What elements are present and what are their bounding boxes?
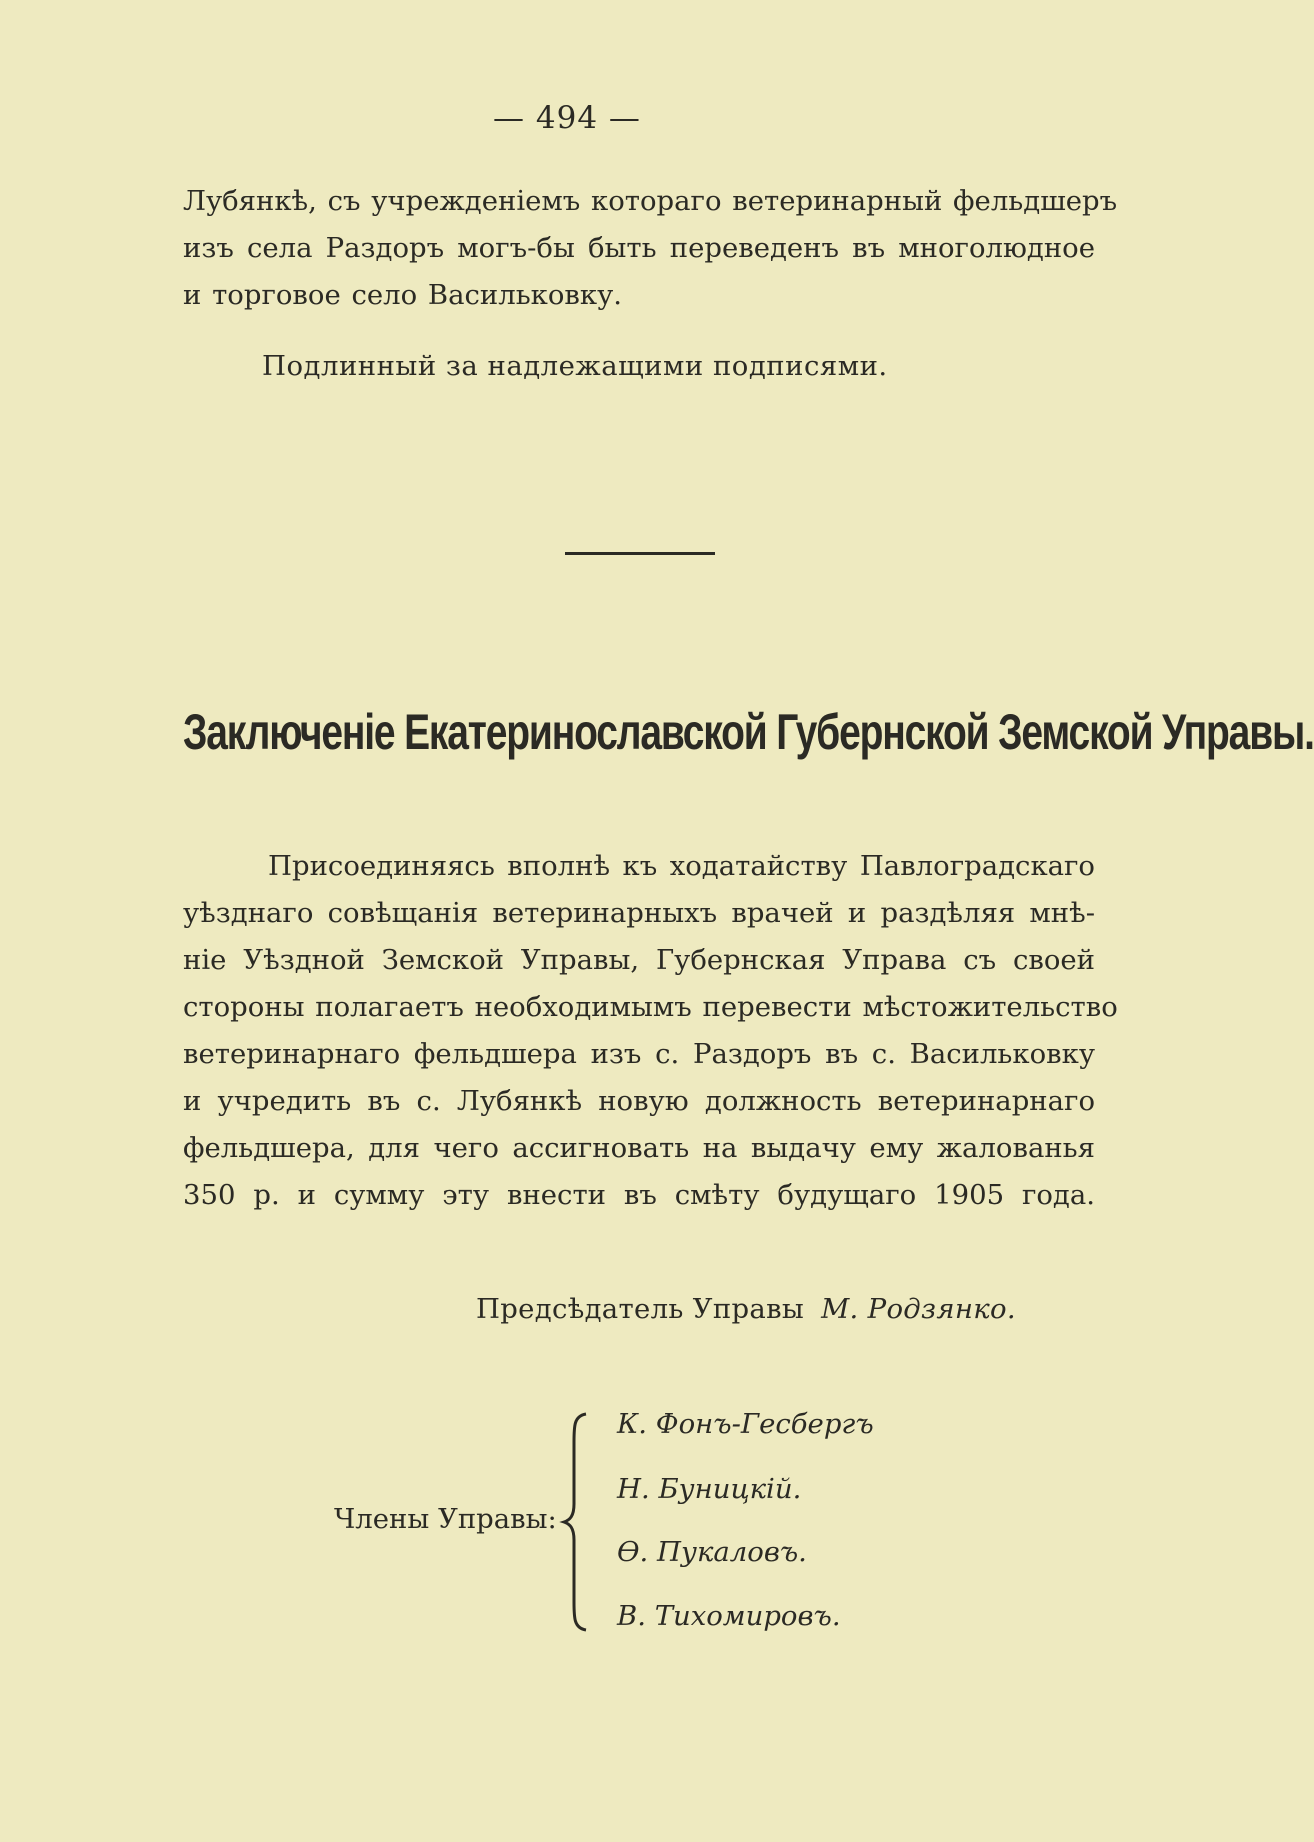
members-label: Члены Управы: <box>334 1503 557 1535</box>
original-signature-note: Подлинный за надлежащими подписями. <box>262 350 888 382</box>
paragraph-conclusion <box>183 843 1118 1219</box>
paragraph-line: 350 р. и сумму эту внести въ смѣту будущаго 1905 года. <box>183 1179 1095 1211</box>
member-name: Н. Буницкій. <box>617 1473 802 1505</box>
paragraph-line: изъ села Раздоръ могъ-бы быть переведенъ въ многолюдное <box>183 232 1095 264</box>
paragraph-line: Лубянкѣ, съ учрежденіемъ котораго ветеринарный фельдшеръ <box>183 185 1118 217</box>
section-divider <box>565 552 715 555</box>
paragraph-line: уѣзднаго совѣщанія ветеринарныхъ врачей и раздѣляя мнѣ- <box>183 897 1095 929</box>
page-number: — 494 — <box>493 100 641 136</box>
member-name: В. Тихомировъ. <box>617 1600 841 1632</box>
paragraph-line: ветеринарнаго фельдшера изъ с. Раздоръ въ с. Васильковку <box>183 1038 1095 1070</box>
paragraph-line: Присоединяясь вполнѣ къ ходатайству Павлоградскаго <box>268 850 1095 882</box>
member-name: Ѳ. Пукаловъ. <box>617 1536 807 1568</box>
paragraph-line: и торговое село Васильковку. <box>183 279 623 311</box>
paragraph-line: стороны полагаетъ необходимымъ перевести мѣстожительство <box>183 991 1118 1023</box>
member-name: К. Фонъ-Гесбергъ <box>617 1408 874 1440</box>
paragraph-line: ніе Уѣздной Земской Управы, Губернская Управа съ своей <box>183 944 1095 976</box>
paragraph-line: и учредить въ с. Лубянкѣ новую должность ветеринарнаго <box>183 1085 1095 1117</box>
curly-brace-icon <box>560 1412 600 1632</box>
chairman-signature <box>476 1293 1016 1325</box>
section-heading: Заключеніе Екатеринославской Губернской Земской Управы. <box>183 704 1314 760</box>
paragraph-line: фельдшера, для чего ассигновать на выдачу ему жалованья <box>183 1132 1095 1164</box>
paragraph-continuation <box>183 178 1118 319</box>
chairman-title: Предсѣдатель Управы <box>476 1293 805 1325</box>
chairman-name: М. Родзянко. <box>821 1293 1016 1325</box>
